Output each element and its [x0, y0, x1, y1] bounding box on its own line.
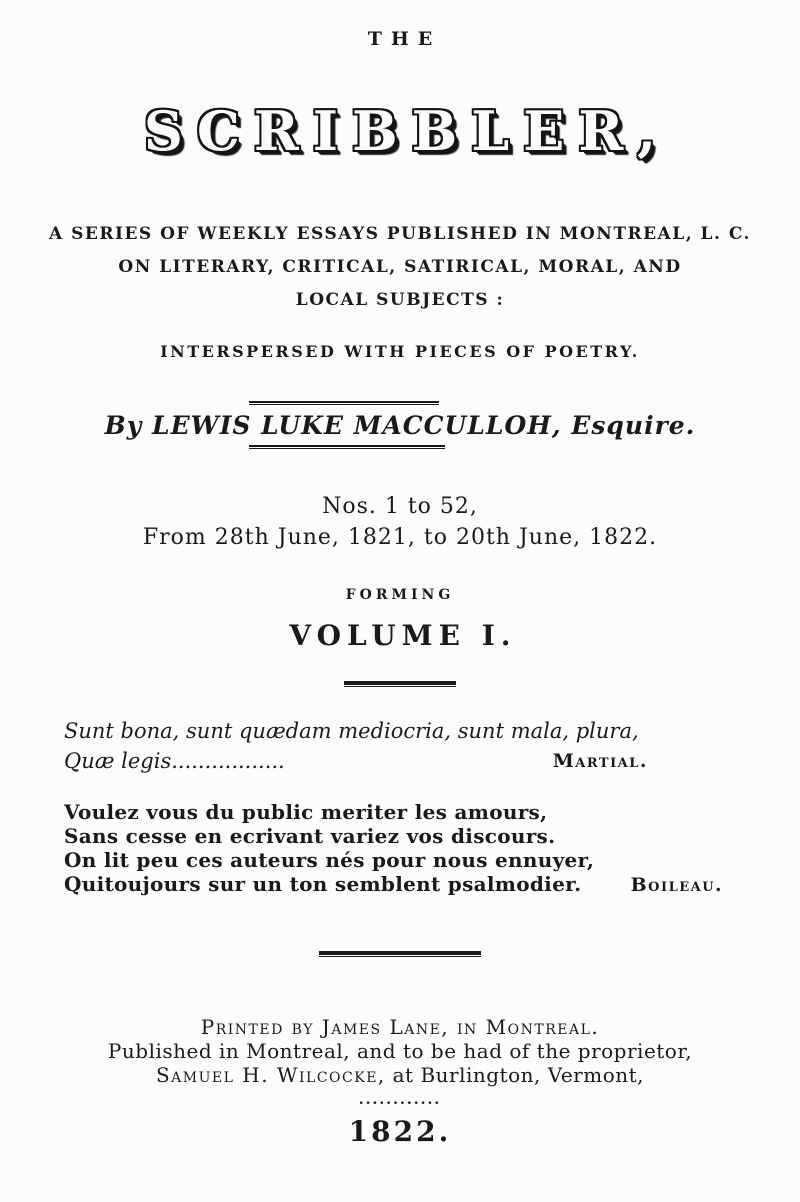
- issue-range: Nos. 1 to 52,: [322, 494, 478, 520]
- issue-block: [0, 491, 800, 553]
- latin-attribution: Martial.: [552, 750, 648, 773]
- imprint-rule: [319, 951, 481, 957]
- latin-quote-leaders: Quæ legis.................: [64, 749, 285, 774]
- latin-quote: [0, 716, 800, 776]
- dotted-line: ............: [358, 1092, 442, 1109]
- imprint: [0, 1015, 800, 1087]
- french-quote-line-2: Sans cesse en ecrivant variez vos discours.: [64, 824, 556, 849]
- imprint-proprietor-line: [0, 1063, 800, 1087]
- subtitle-line-3: LOCAL SUBJECTS :: [295, 290, 505, 311]
- latin-quote-line-1: Sunt bona, sunt quædam mediocria, sunt mala, plura,: [64, 719, 639, 744]
- header-word: THE: [367, 28, 442, 50]
- french-attribution: Boileau.: [630, 874, 724, 897]
- subtitle-line-2: ON LITERARY, CRITICAL, SATIRICAL, MORAL, AND: [118, 257, 682, 278]
- volume-rule: [344, 681, 456, 687]
- french-quote-line-1: Voulez vous du public meriter les amours,: [64, 800, 548, 825]
- proprietor-location: at Burlington, Vermont,: [385, 1063, 645, 1088]
- date-range: From 28th June, 1821, to 20th June, 1822.: [142, 525, 658, 551]
- french-quote-line-3: On lit peu ces auteurs nés pour nous ennuyer,: [64, 848, 595, 873]
- year: 1822.: [348, 1115, 452, 1149]
- byline-top-rule: [249, 401, 439, 405]
- poetry-note: INTERSPERSED WITH PIECES OF POETRY.: [160, 342, 640, 362]
- subtitle: [0, 218, 800, 317]
- volume-title: VOLUME I.: [289, 619, 517, 653]
- latin-quote-line-2: [64, 746, 648, 776]
- imprint-published-line: Published in Montreal, and to be had of the proprietor,: [107, 1039, 693, 1064]
- main-title: SCRIBBLER,: [143, 99, 671, 163]
- byline: By LEWIS LUKE MACCULLOH, Esquire.: [104, 411, 696, 441]
- french-quote-line-4-text: Quitoujours sur un ton semblent psalmodier.: [64, 872, 582, 897]
- french-quote: [0, 800, 800, 897]
- french-quote-line-4: [64, 872, 800, 897]
- imprint-printer-line: Printed by James Lane, in Montreal.: [200, 1015, 600, 1040]
- forming-label: FORMING: [345, 587, 455, 604]
- byline-bottom-rule: [249, 445, 445, 449]
- subtitle-line-1: A SERIES OF WEEKLY ESSAYS PUBLISHED IN MONTREAL, L. C.: [49, 224, 751, 245]
- proprietor-name: Samuel H. Wilcocke,: [155, 1063, 386, 1088]
